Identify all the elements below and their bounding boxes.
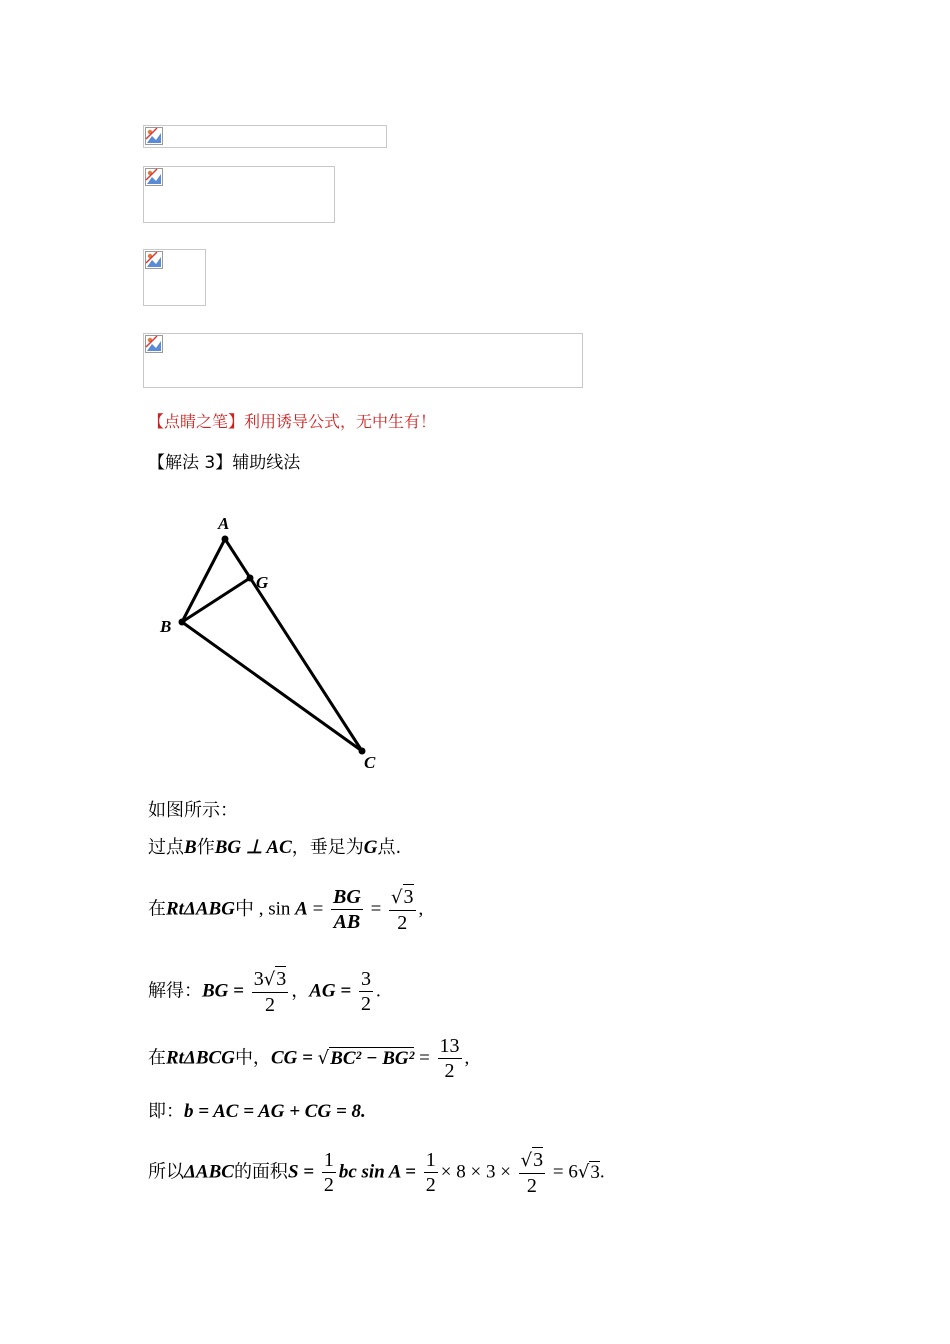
step3-t1: 解得： bbox=[148, 980, 202, 1002]
step-3: 解得：BG = $\frac{3√3}{2}$ ，AG = $\frac{3}{2}$ . bbox=[148, 968, 381, 1016]
broken-image-2 bbox=[143, 166, 335, 223]
frac-1-2-b: $\frac{1}{2}$ bbox=[425, 1149, 436, 1196]
step6-s: S = bbox=[287, 1161, 319, 1183]
broken-image-icon bbox=[145, 251, 163, 269]
step2-t2: 中 , sin bbox=[234, 898, 296, 920]
step1-g: G bbox=[363, 837, 378, 858]
point-a bbox=[222, 536, 229, 543]
frac-bg-ab: $\frac{BG}{AB}$ bbox=[333, 886, 361, 933]
step4-t1: 在 bbox=[148, 1047, 166, 1069]
step5-expr: b = AC = AG + CG = 8. bbox=[184, 1101, 366, 1122]
step6-t2: 的面积 bbox=[233, 1161, 288, 1183]
method-heading: 【解法 3】辅助线法 bbox=[148, 453, 301, 473]
triangle-figure bbox=[150, 505, 390, 780]
step6-end-rad: 3 bbox=[590, 1161, 600, 1183]
frac-13-2: $\frac{13}{2}$ bbox=[439, 1035, 460, 1082]
label-c: C bbox=[364, 753, 376, 772]
step4-cg: CG = bbox=[270, 1047, 318, 1069]
frac-3-2: $\frac{3}{2}$ bbox=[360, 968, 371, 1015]
step4-t2: 中， bbox=[234, 1047, 271, 1069]
step6-t1: 所以 bbox=[148, 1161, 184, 1183]
step2-tri: RtΔABG bbox=[166, 898, 235, 920]
frac-3sqrt3-2: $\frac{3√3}{2}$ bbox=[253, 968, 287, 1016]
step1-expr: BG ⊥ AC bbox=[214, 837, 292, 858]
intro-text: 如图所示： bbox=[148, 800, 238, 821]
broken-image-icon bbox=[145, 127, 163, 145]
step-5 bbox=[148, 1097, 366, 1123]
step3-ag: AG = bbox=[309, 980, 356, 1002]
label-a: A bbox=[218, 514, 230, 533]
step2-t1: 在 bbox=[148, 898, 166, 920]
frac-sqrt3-2-b: $\frac{√3}{2}$ bbox=[520, 1149, 544, 1197]
step4-tri: RtΔBCG bbox=[166, 1047, 235, 1069]
step-1 bbox=[148, 833, 401, 859]
step6-tri: ΔABC bbox=[184, 1161, 234, 1183]
side-ac bbox=[225, 539, 362, 751]
step-4: 在RtΔBCG中，CG = √BC² − BG² = $\frac{13}{2}$ , bbox=[148, 1035, 470, 1082]
step2-eq: = bbox=[307, 898, 329, 920]
point-b bbox=[179, 619, 186, 626]
step1-b: B bbox=[184, 837, 197, 858]
step1-t4: 点. bbox=[377, 837, 402, 858]
step2-a: A bbox=[295, 898, 308, 920]
step1-t1: 过点 bbox=[148, 837, 184, 858]
broken-image-3 bbox=[143, 249, 206, 306]
label-b: B bbox=[160, 617, 172, 636]
frac-sqrt3-2: $\frac{√3}{2}$ bbox=[391, 886, 414, 934]
broken-image-icon bbox=[145, 168, 163, 186]
label-g: G bbox=[256, 573, 269, 592]
step5-t1: 即： bbox=[148, 1101, 184, 1122]
step4-radicand: BC² − BG² bbox=[330, 1047, 415, 1069]
frac-1-2-a: $\frac{1}{2}$ bbox=[323, 1149, 334, 1196]
broken-image-4 bbox=[143, 333, 583, 388]
broken-image-1 bbox=[143, 125, 387, 148]
point-g bbox=[247, 575, 254, 582]
side-bc bbox=[182, 622, 362, 751]
step1-t3: ，垂足为 bbox=[291, 837, 364, 858]
step-2: 在RtΔABG中 , sin A = $\frac{BG}{AB}$ = $\frac{√3}{2}$ , bbox=[148, 886, 424, 934]
broken-image-icon bbox=[145, 335, 163, 353]
step3-bg: BG = bbox=[202, 980, 249, 1002]
step-6: 所以ΔABC的面积S = $\frac{1}{2}$ bc sin A = $\frac{1}{2}$ × 8 × 3 × $\frac{√3}{2}$ = 6√3. bbox=[148, 1149, 605, 1197]
tip-text: 【点睛之笔】利用诱导公式，无中生有！ bbox=[148, 412, 437, 431]
step1-t2: 作 bbox=[196, 837, 215, 858]
